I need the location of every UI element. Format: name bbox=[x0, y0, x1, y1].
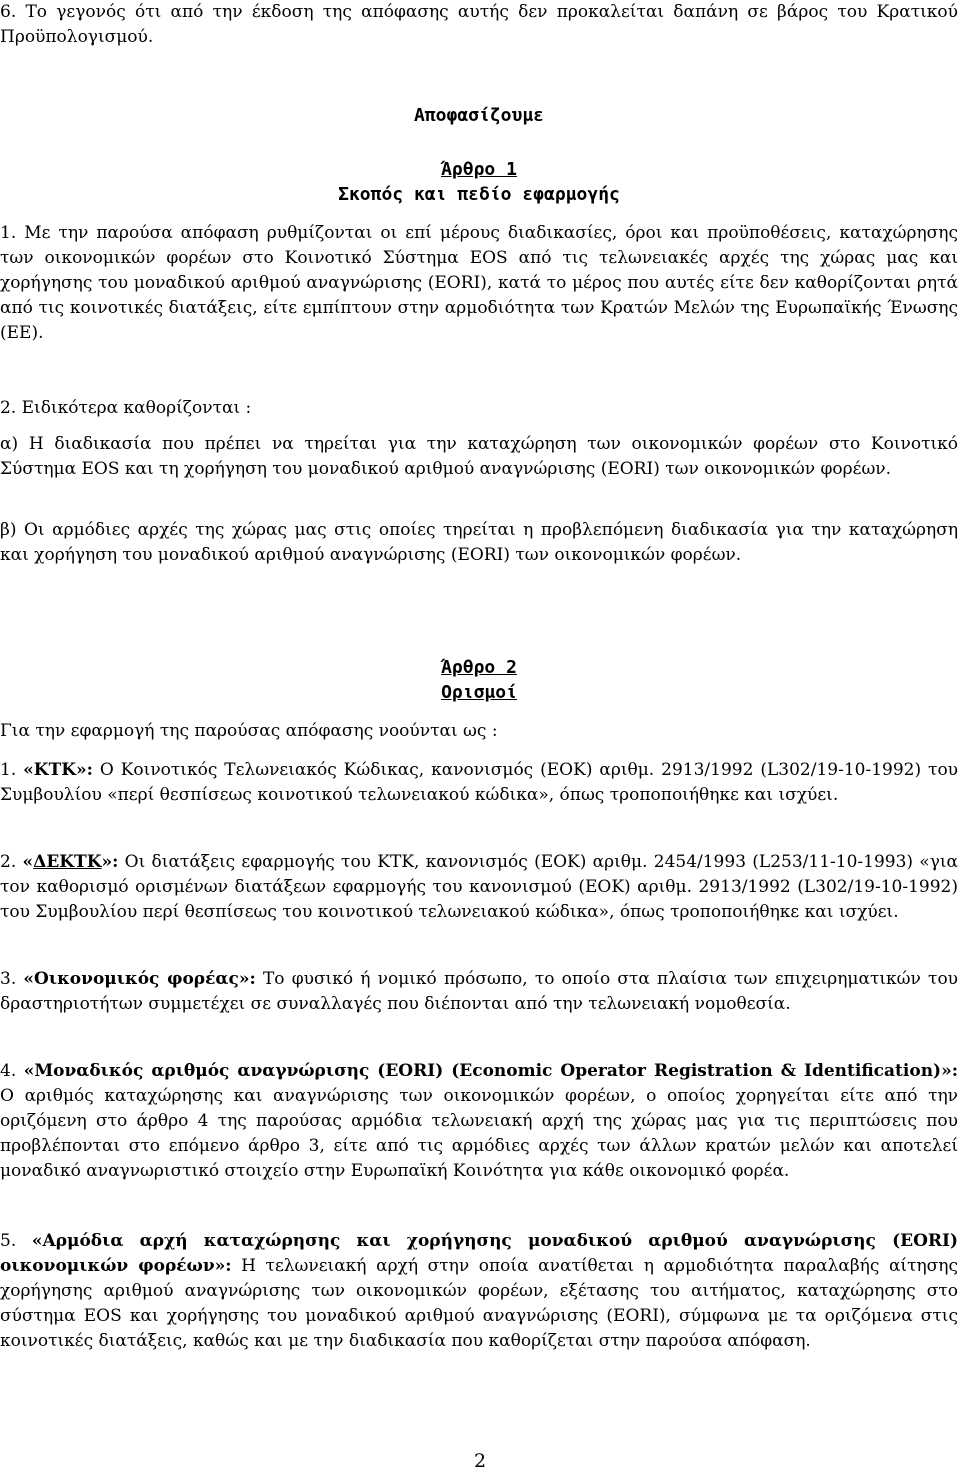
paragraph-6: 6. Το γεγονός ότι από την έκδοση της απόφασης αυτής δεν προκαλείται δαπάνη σε βάρος του Κρατικού Προϋπολογισμού. bbox=[0, 2, 958, 47]
definition-5: 5. «Αρμόδια αρχή καταχώρησης και χορήγησης μοναδικού αριθμού αναγνώρισης (EORI) οικονομικών φορέων»: Η τελωνειακή αρχή στην οποία ανατίθεται η αρμοδιότητα παραλαβής αίτησης χορήγησης αριθμού αναγνώρισης των οικονομικών φορέων, εξέτασης του αιτήματος, καταχώρησης στο σύστημα EOS και χορήγησης του μοναδικού αριθμού αναγνώρισης (EORI), σύμφωνα με τα οριζόμενα στις κοινοτικές διατάξεις, καθώς και με την διαδικασία που καθορίζεται στην παρούσα απόφαση. bbox=[0, 1231, 959, 1351]
article-1-number: Άρθρο 1 bbox=[441, 159, 517, 180]
definition-2-term: ΔΕΚΤΚ bbox=[33, 852, 102, 872]
definition-1-term: «ΚΤΚ»: bbox=[23, 760, 93, 780]
definition-4-term: «Μοναδικός αριθμός αναγνώρισης (EORI) (Economic Operator Registration & Identification)»: bbox=[23, 1061, 958, 1081]
article-1-title: Σκοπός και πεδίο εφαρμογής bbox=[338, 184, 620, 205]
definition-3-term: «Οικονομικός φορέας»: bbox=[23, 969, 256, 989]
definition-2: 2. «ΔΕΚΤΚ»: Οι διατάξεις εφαρμογής του ΚΤΚ, κανονισμός (ΕΟΚ) αριθμ. 2454/1993 (L253/11-10-1993) «για τον καθορισμό ορισμένων διατάξεων εφαρμογής του κανονισμού (ΕΟΚ) αριθμ. 2913/1992 (L302/19-10-1992) του Συμβουλίου περί θεσπίσεως του κοινοτικού τελωνειακού κώδικα», όπως τροποποιήθηκε και ισχύει. bbox=[0, 852, 959, 922]
decide-heading: Αποφασίζουμε bbox=[413, 105, 545, 126]
article-1-paragraph-1: 1. Με την παρούσα απόφαση ρυθμίζονται οι επί μέρους διαδικασίες, όροι και προϋποθέσεις, καταχώρησης των οικονομικών φορέων στο Κοινοτικό Σύστημα EOS από τις τελωνειακές αρχές της χώρας μας και χορήγησης του μοναδικού αριθμού αναγνώρισης (EORI), κατά το μέρος που αυτές είτε δεν καθορίζονται ρητά από τις κοινοτικές διατάξεις, είτε εμπίπτουν στην αρμοδιότητα των Κρατών Μελών της Ευρωπαϊκής Ένωσης (ΕΕ). bbox=[0, 223, 958, 343]
article-1-item-a: α) Η διαδικασία που πρέπει να τηρείται για την καταχώρηση των οικονομικών φορέων στο Κοινοτικό Σύστημα EOS και τη χορήγηση του μοναδικού αριθμού αναγνώρισης (EORI) των οικονομικών φορέων. bbox=[0, 434, 958, 479]
definition-4: 4. «Μοναδικός αριθμός αναγνώρισης (EORI) (Economic Operator Registration & Identification)»: Ο αριθμός καταχώρησης και αναγνώρισης των οικονομικών φορέων, ο οποίος χορηγείται είτε από την οριζόμενη στο άρθρο 4 της παρούσας αρμόδια τελωνειακή αρχή της χώρας μας για τις περιπτώσεις που προβλέπονται στο επόμενο άρθρο 3, είτε από τις αρμόδιες αρχές των άλλων κρατών μελών και αποτελεί μοναδικό αναγνωριστικό στοιχείο στην Ευρωπαϊκή Κοινότητα για κάθε οικονομικό φορέα. bbox=[0, 1061, 958, 1181]
article-1-paragraph-2: 2. Ειδικότερα καθορίζονται : bbox=[0, 398, 252, 418]
definition-3: 3. «Οικονομικός φορέας»: Το φυσικό ή νομικό πρόσωπο, το οποίο στα πλαίσια των επιχειρηματικών του δραστηριοτήτων συμμετέχει σε συναλλαγές που διέπονται από την τελωνειακή νομοθεσία. bbox=[0, 969, 959, 1014]
article-1-item-b: β) Οι αρμόδιες αρχές της χώρας μας στις οποίες τηρείται η προβλεπόμενη διαδικασία για την καταχώρηση και χορήγηση του μοναδικού αριθμού αναγνώρισης (EORI) των οικονομικών φορέων. bbox=[0, 520, 958, 565]
article-2-number: Άρθρο 2 bbox=[441, 657, 517, 678]
definition-5-term: «Αρμόδια αρχή καταχώρησης και χορήγησης μοναδικού αριθμού αναγνώρισης (EORI) οικονομικών φορέων»: bbox=[0, 1231, 959, 1276]
article-2-lead: Για την εφαρμογή της παρούσας απόφασης νοούνται ως : bbox=[0, 721, 498, 741]
article-2-title: Ορισμοί bbox=[441, 682, 517, 703]
page-number: 2 bbox=[473, 1450, 487, 1472]
definition-1: 1. «ΚΤΚ»: Ο Κοινοτικός Τελωνειακός Κώδικας, κανονισμός (ΕΟΚ) αριθμ. 2913/1992 (L302/19-10-1992) του Συμβουλίου «περί θεσπίσεως κοινοτικού τελωνειακού κώδικα», όπως τροποποιήθηκε και ισχύει. bbox=[0, 760, 959, 805]
